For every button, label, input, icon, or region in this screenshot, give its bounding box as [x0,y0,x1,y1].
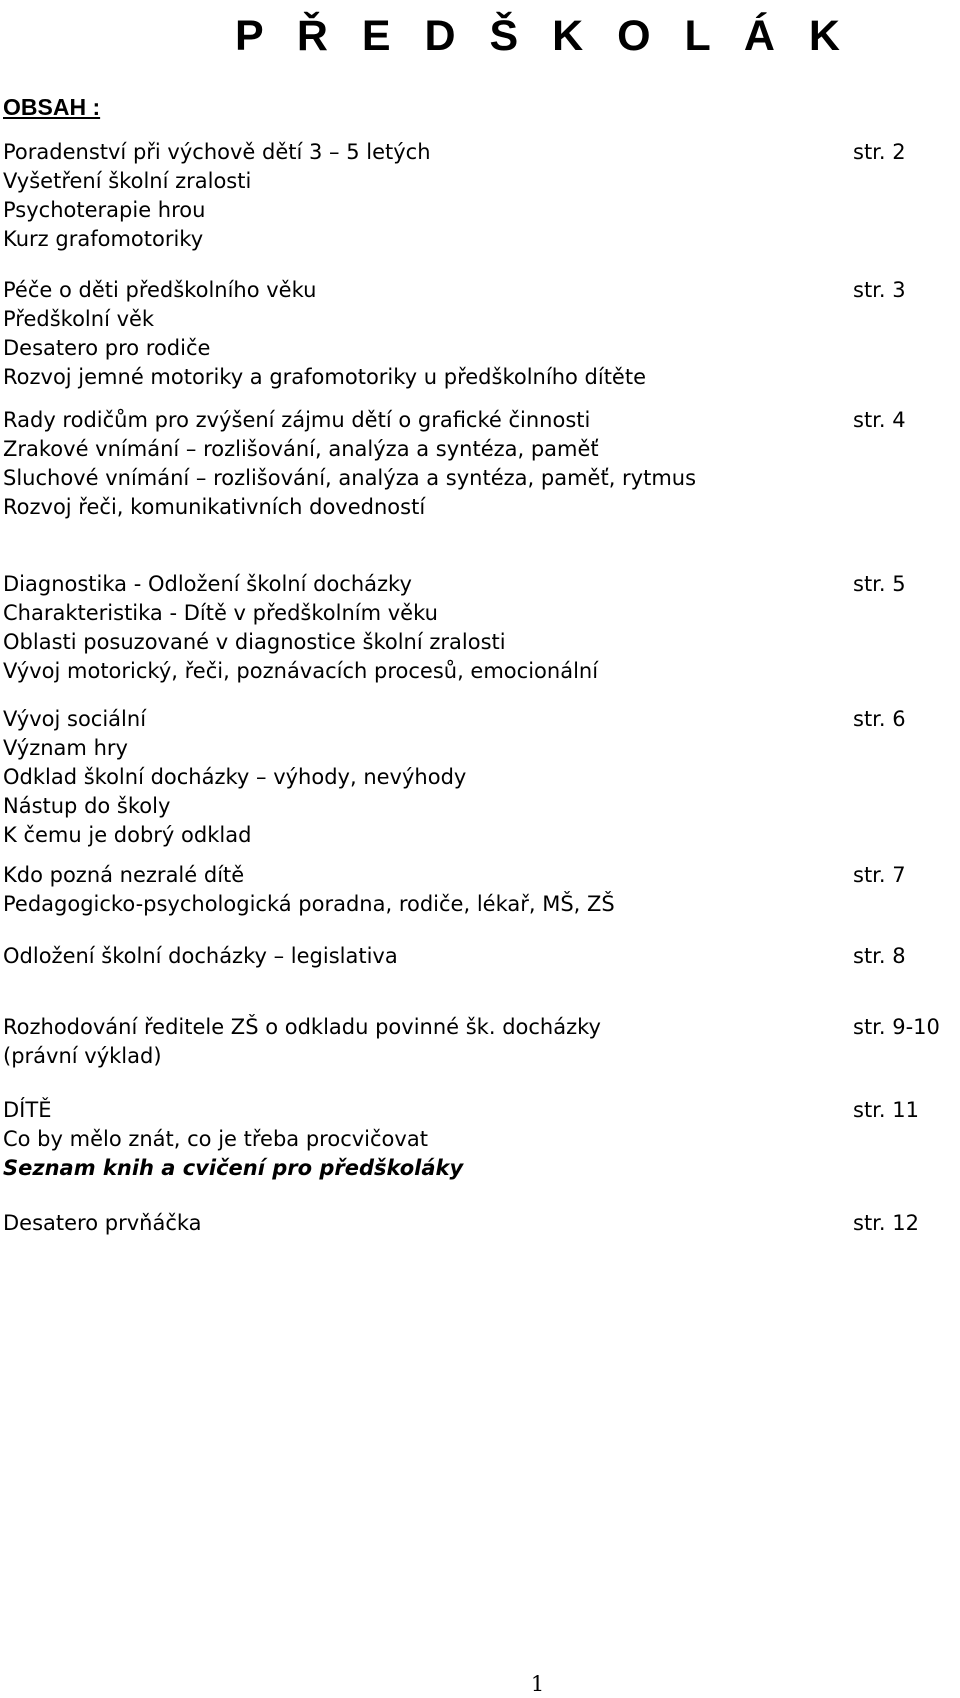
toc-entry-title: Desatero prvňáčka [3,1211,202,1235]
toc-entry-subitem: Kurz grafomotoriky [3,227,204,251]
toc-entry-title: Diagnostika - Odložení školní docházky [3,572,412,596]
toc-page-ref: str. 4 [853,408,906,432]
toc-entry-title: Odložení školní docházky – legislativa [3,944,398,968]
toc-page-ref: str. 3 [853,278,906,302]
toc-page-ref: str. 8 [853,944,906,968]
toc-entry-title: DÍTĚ [3,1098,52,1122]
toc-page-ref: str. 9-10 [853,1015,940,1039]
toc-entry-subitem: Nástup do školy [3,794,171,818]
toc-entry-subitem: Desatero pro rodiče [3,336,211,360]
toc-entry-title: Péče o děti předškolního věku [3,278,317,302]
toc-entry-title: Kdo pozná nezralé dítě [3,863,245,887]
toc-entry-subitem: Význam hry [3,736,128,760]
page-number: 1 [530,1672,545,1696]
toc-entry-subitem: Charakteristika - Dítě v předškolním věku [3,601,438,625]
toc-entry-subitem: Psychoterapie hrou [3,198,206,222]
toc-entry-subitem: Co by mělo znát, co je třeba procvičovat [3,1127,428,1151]
toc-entry-subitem: Sluchové vnímání – rozlišování, analýza a syntéza, paměť, rytmus [3,466,697,490]
toc-page-ref: str. 11 [853,1098,919,1122]
toc-entry-title: Rady rodičům pro zvýšení zájmu dětí o grafické činnosti [3,408,591,432]
toc-entry-title: Rozhodování ředitele ZŠ o odkladu povinné šk. docházky [3,1015,601,1039]
toc-entry-subitem: (právní výklad) [3,1044,162,1068]
toc-page-ref: str. 7 [853,863,906,887]
toc-entry-subitem: Seznam knih a cvičení pro předškoláky [3,1156,464,1180]
toc-entry-title: Poradenství při výchově dětí 3 – 5 letých [3,140,431,164]
toc-entry-subitem: Předškolní věk [3,307,155,331]
toc-entry-subitem: Zrakové vnímání – rozlišování, analýza a syntéza, paměť [3,437,599,461]
toc-page-ref: str. 2 [853,140,906,164]
toc-entry-subitem: Rozvoj jemné motoriky a grafomotoriky u předškolního dítěte [3,365,647,389]
toc-entry-subitem: Odklad školní docházky – výhody, nevýhody [3,765,467,789]
toc-heading: OBSAH : [3,94,101,120]
toc-entry-subitem: Vývoj motorický, řeči, poznávacích procesů, emocionální [3,659,599,683]
toc-entry-subitem: K čemu je dobrý odklad [3,823,252,847]
toc-page-ref: str. 12 [853,1211,919,1235]
document-title: P Ř E D Š K O L Á K [235,12,851,60]
toc-page-ref: str. 6 [853,707,906,731]
toc-entry-subitem: Pedagogicko-psychologická poradna, rodiče, lékař, MŠ, ZŠ [3,892,615,916]
toc-entry-subitem: Rozvoj řeči, komunikativních dovedností [3,495,426,519]
toc-page-ref: str. 5 [853,572,906,596]
toc-entry-subitem: Vyšetření školní zralosti [3,169,252,193]
toc-entry-title: Vývoj sociální [3,707,147,731]
toc-entry-subitem: Oblasti posuzované v diagnostice školní zralosti [3,630,506,654]
